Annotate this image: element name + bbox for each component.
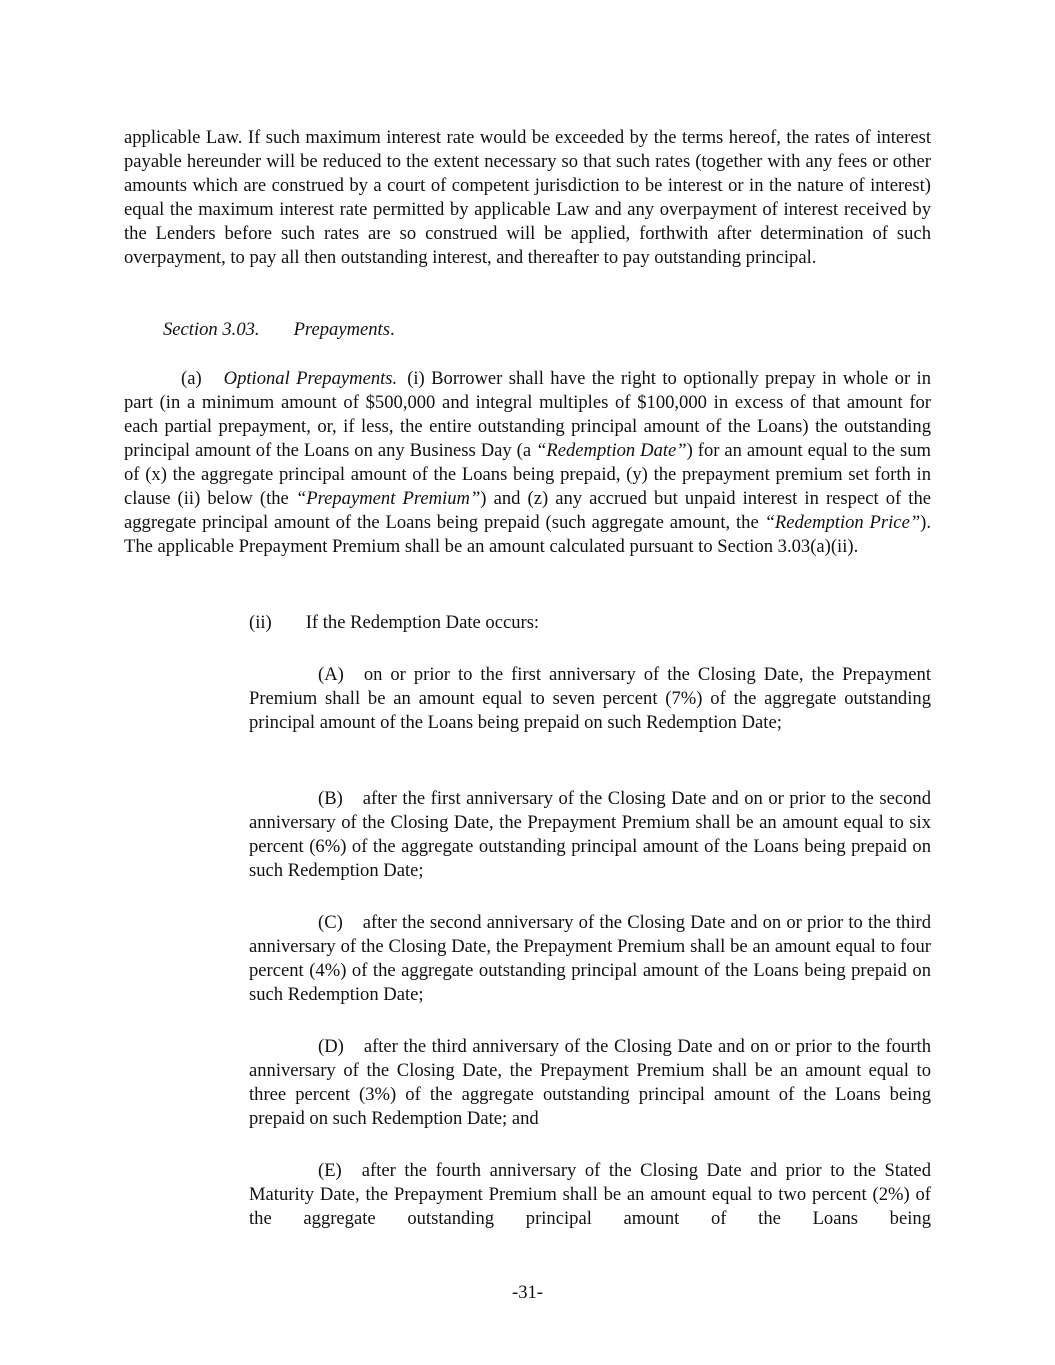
subsection-a-text-3: ) and (z) any accrued but unpaid interest in respect of the aggregate principal amount of the Loans being prepaid (such aggregate amount, the	[124, 488, 932, 533]
intro-paragraph-text: applicable Law. If such maximum interest rate would be exceeded by the terms hereof, the rates of interest payable hereunder will be reduced to the extent necessary so that such rates (together with any fees or other amounts which are construed by a court of competent jurisdiction to be interest or in the nature of interest) equal the maximum interest rate permitted by applicable Law and any overpayment of interest received by the Lenders before such rates are so construed will be applied, forthwith after determination of such overpayment, to pay all then outstanding interest, and thereafter to pay outstanding principal.	[124, 127, 931, 268]
subsection-a-paragraph	[124, 367, 931, 559]
defined-term-redemption-date: “Redemption Date”	[536, 440, 687, 461]
page-number: -31-	[512, 1282, 543, 1303]
item-b-marker: (B)	[318, 788, 343, 809]
section-number: Section 3.03.	[163, 319, 260, 340]
item-d-text: after the third anniversary of the Closing Date and on or prior to the fourth anniversary of the Closing Date, the Prepayment Premium shall be an amount equal to three percent (3%) of the aggregate outstanding principal amount of the Loans being prepaid on such Redemption Date; and	[249, 1036, 931, 1129]
item-c-paragraph	[249, 911, 931, 1007]
item-d-paragraph	[249, 1035, 931, 1131]
intro-paragraph	[124, 126, 931, 270]
subsection-a-marker: (a)	[181, 368, 202, 389]
item-b-text: after the first anniversary of the Closing Date and on or prior to the second anniversary of the Closing Date, the Prepayment Premium shall be an amount equal to six percent (6%) of the aggregate outstanding principal amount of the Loans being prepaid on such Redemption Date;	[249, 788, 931, 881]
clause-ii-marker: (ii)	[249, 612, 272, 633]
item-a-paragraph	[249, 663, 931, 735]
item-c-marker: (C)	[318, 912, 343, 933]
section-title-punct: .	[389, 319, 395, 340]
section-title: Prepayments	[293, 319, 390, 340]
clause-ii-text: If the Redemption Date occurs:	[305, 612, 540, 633]
item-b-paragraph	[249, 787, 931, 883]
item-d-marker: (D)	[318, 1036, 344, 1057]
section-heading	[124, 318, 931, 342]
item-c-text: after the second anniversary of the Closing Date and on or prior to the third anniversary of the Closing Date, the Prepayment Premium shall be an amount equal to four percent (4%) of the aggregate outstanding principal amount of the Loans being prepaid on such Redemption Date;	[249, 912, 931, 1005]
subsection-a-heading: Optional Prepayments.	[223, 368, 398, 389]
item-e-text: after the fourth anniversary of the Closing Date and prior to the Stated Maturity Date, the Prepayment Premium shall be an amount equal to two percent (2%) of the aggregate outstanding principal amount of the Loans being	[249, 1160, 931, 1229]
subsection-a-text-1: (i) Borrower shall have the right to optionally prepay in whole or in part (in a minimum amount of $500,000 and integral multiples of $100,000 in excess of that amount for each partial prepayment, or, if less, the entire outstanding principal amount of the Loans) the outstanding principal amount of the Loans on any Business Day (a	[124, 368, 931, 461]
item-a-text: on or prior to the first anniversary of the Closing Date, the Prepayment Premium shall be an amount equal to seven percent (7%) of the aggregate outstanding principal amount of the Loans being prepaid on such Redemption Date;	[249, 664, 931, 733]
subsection-a-text-4: ). The applicable Prepayment Premium shall be an amount calculated pursuant to Section 3.03(a)(ii).	[124, 512, 932, 557]
subsection-a-text-2: ) for an amount equal to the sum of (x) the aggregate principal amount of the Loans being prepaid, (y) the prepayment premium set forth in clause (ii) below (the	[124, 440, 931, 509]
defined-term-redemption-price: “Redemption Price”	[764, 512, 921, 533]
clause-ii-paragraph	[249, 611, 931, 635]
item-e-paragraph	[249, 1159, 931, 1231]
defined-term-prepayment-premium: “Prepayment Premium”	[295, 488, 481, 509]
item-a-marker: (A)	[318, 664, 344, 685]
item-e-marker: (E)	[318, 1160, 342, 1181]
